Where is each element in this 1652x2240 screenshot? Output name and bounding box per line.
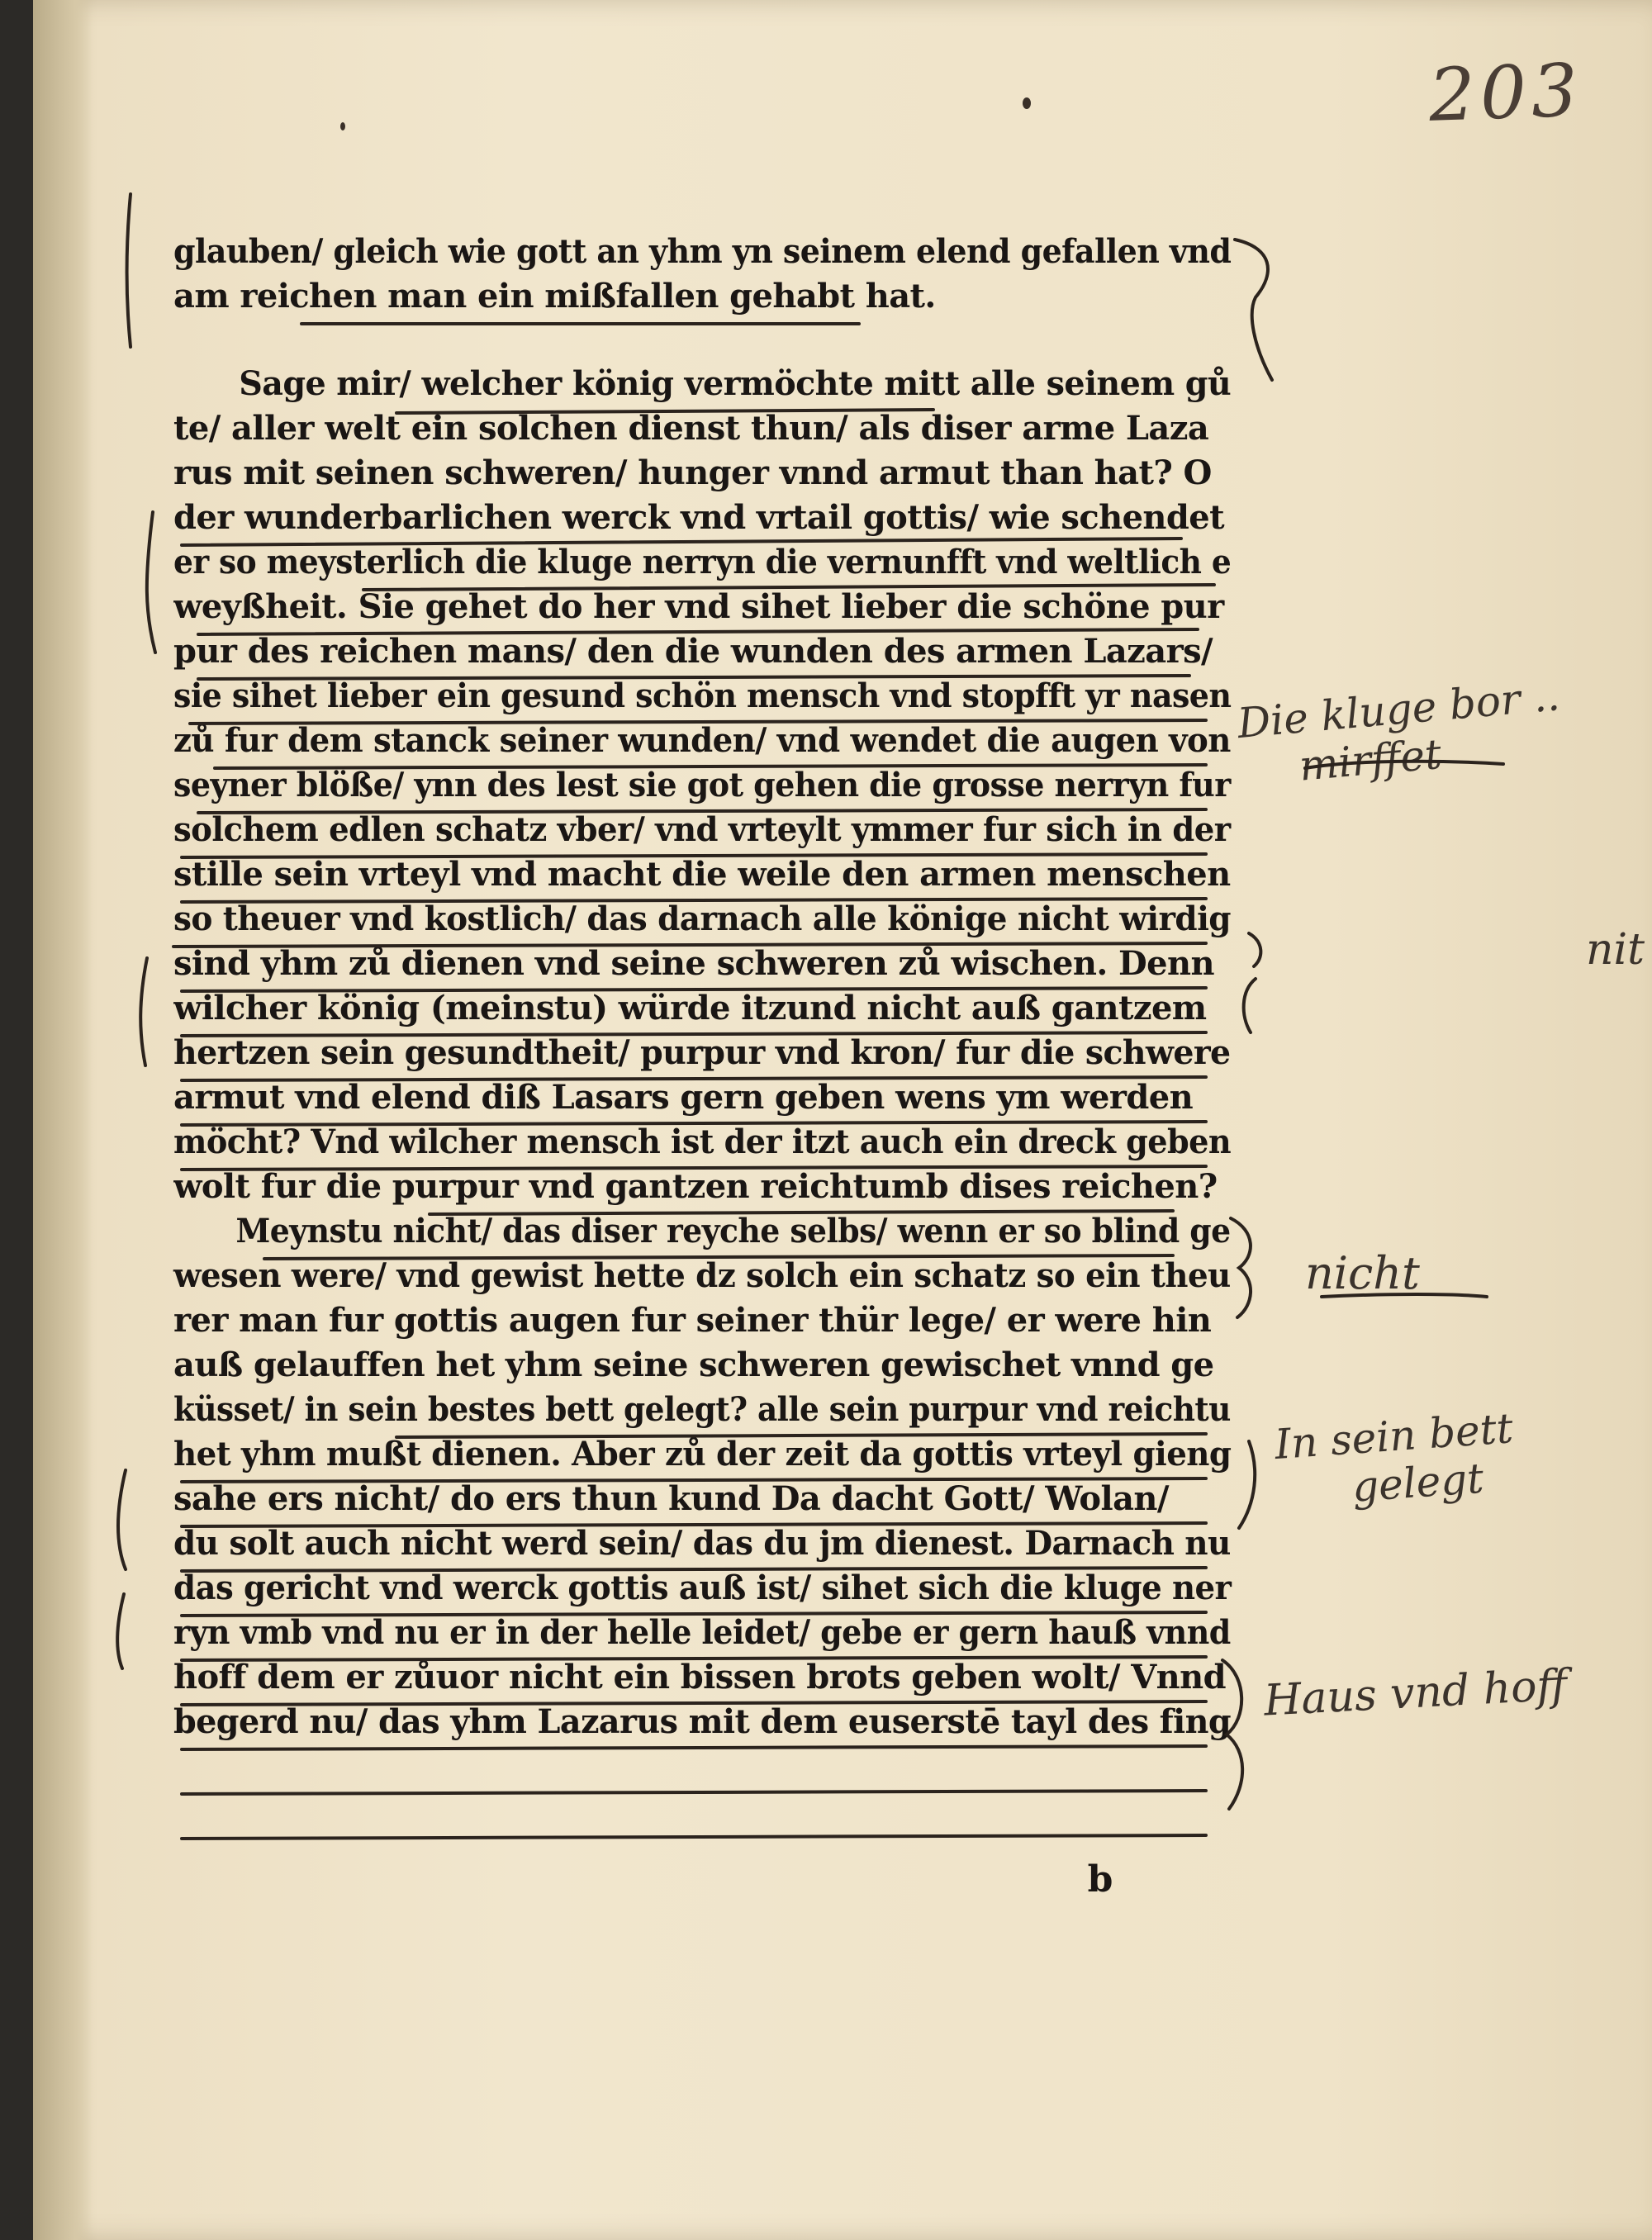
text-underline [182,1166,1206,1170]
text-underline [396,410,933,413]
text-underline [182,988,1206,991]
text-line: glauben/ gleich wie gott an yhm yn seinem elend gefallen vnd [173,232,1232,271]
text-line: sahe ers nicht/ do ers thun kund Da dacht Gott/ Wolan/ [173,1479,1169,1518]
right-brace [1249,933,1260,966]
text-line: er so meysterlich die kluge nerryn die vernunfft vnd weltlich e [173,543,1232,581]
book-page [33,0,1652,2240]
annotation-haus: Haus vnd hoff [1262,1660,1569,1726]
text-underline [182,1835,1206,1839]
text-underline [182,539,1181,545]
annotation-nicht: nicht [1305,1247,1420,1299]
right-brace [1235,240,1272,380]
text-line: ryn vmb vnd nu er in der helle leidet/ gebe er gern hauß vnnd [173,1613,1231,1652]
right-brace [1239,1441,1255,1528]
text-underline [215,765,1206,768]
text-underline [182,1077,1206,1080]
text-underline [182,1032,1206,1036]
text-underline [182,1701,1206,1705]
signature-mark: b [1087,1858,1113,1901]
text-line: wesen were/ vnd gewist hette dz solch ein schatz so ein theu [173,1256,1231,1295]
text-line: rer man fur gottis augen fur seiner thür lege/ er were hin [173,1301,1212,1340]
text-underline [182,1523,1206,1526]
text-line: wolt fur die purpur vnd gantzen reichtumb dises reichen? [173,1167,1218,1206]
right-brace [1231,1218,1251,1317]
text-line: seyner blöße/ ynn des lest sie got gehen die grosse nerryn fur [173,766,1231,804]
text-line: du solt auch nicht werd sein/ das du jm dienest. Darnach nu [173,1524,1231,1563]
text-underline [182,1122,1206,1125]
annotation-kluge-line2: mirffet [1297,729,1444,790]
right-brace [1222,1660,1242,1809]
text-underline [264,1255,1173,1259]
text-line: begerd nu/ das yhm Lazarus mit dem euserstē tayl des fing [173,1702,1232,1741]
text-line: am reichen man ein mißfallen gehabt hat. [173,277,936,316]
text-underline [182,899,1206,902]
text-underline [182,1657,1206,1660]
right-brace [1244,979,1256,1032]
annotation-bett-line2: gelegt [1351,1454,1486,1512]
text-line: rus mit seinen schweren/ hunger vnnd armut than hat? O [173,453,1212,492]
text-underline [190,720,1206,724]
annotation-kluge-line1: Die kluge bor .. [1235,672,1562,748]
text-underline [182,1746,1206,1749]
ink-markings [33,0,1652,2240]
folio-number: 203 [1427,47,1584,138]
annotation-nit: nit [1586,925,1645,975]
left-bracket [117,1594,124,1668]
text-line: hertzen sein gesundtheit/ purpur vnd kron/ fur die schwere [173,1033,1231,1072]
left-bracket [118,1470,126,1569]
text-underline [430,1211,1173,1214]
text-line: möcht? Vnd wilcher mensch ist der itzt auch ein dreck geben [173,1122,1232,1161]
text-underline [198,809,1206,813]
text-line: zů fur dem stanck seiner wunden/ vnd wendet die augen von [173,721,1231,760]
text-line: weyßheit. Sie gehet do her vnd sihet lieber die schöne pur [173,587,1224,626]
annotation-stroke [1322,1294,1487,1297]
text-line: so theuer vnd kostlich/ das darnach alle könige nicht wirdig [173,899,1231,938]
left-bracket [147,512,155,653]
text-line: pur des reichen mans/ den die wunden des armen Lazars/ [173,632,1213,671]
text-underline [182,1612,1206,1616]
text-line: te/ aller welt ein solchen dienst thun/ als diser arme Laza [173,409,1209,448]
text-underline [363,585,1214,590]
text-line: armut vnd elend diß Lasars gern geben wens ym werden [173,1078,1194,1117]
text-line: wilcher könig (meinstu) würde itzund nicht auß gantzem [173,989,1207,1027]
text-line: küsset/ in sein bestes bett gelegt? alle sein purpur vnd reichtu [173,1390,1231,1429]
text-line: Sage mir/ welcher könig vermöchte mitt alle seinem gů [239,364,1232,403]
text-underline [182,1568,1206,1571]
text-line: das gericht vnd werck gottis auß ist/ sihet sich die kluge ner [173,1568,1232,1607]
text-underline [182,1791,1206,1794]
text-underline [198,676,1189,679]
text-line: stille sein vrteyl vnd macht die weile den armen menschen [173,855,1231,894]
text-underline [173,943,1206,947]
annotation-stroke [1305,762,1503,768]
text-line: Meynstu nicht/ das diser reyche selbs/ wenn er so blind ge [235,1212,1231,1251]
text-underline [198,629,1198,634]
text-underline [182,1478,1206,1482]
annotation-bett-line1: In sein bett [1273,1404,1515,1469]
text-line: het yhm mußt dienen. Aber zů der zeit da gottis vrteyl gieng [173,1435,1232,1474]
text-underline [396,1434,1206,1437]
text-line: sie sihet lieber ein gesund schön mensch vnd stopfft yr nasen [173,676,1232,715]
text-line: auß gelauffen het yhm seine schweren gewischet vnnd ge [173,1345,1214,1384]
left-bracket [127,194,131,347]
text-line: hoff dem er zůuor nicht ein bissen brots geben wolt/ Vnnd [173,1658,1226,1697]
text-line: der wunderbarlichen werck vnd vrtail gottis/ wie schendet [173,498,1224,537]
text-underline [182,854,1206,857]
text-line: sind yhm zů dienen vnd seine schweren zů wischen. Denn [173,944,1214,983]
left-bracket [140,958,147,1065]
text-line: solchem edlen schatz vber/ vnd vrteylt ymmer fur sich in der [173,810,1231,849]
